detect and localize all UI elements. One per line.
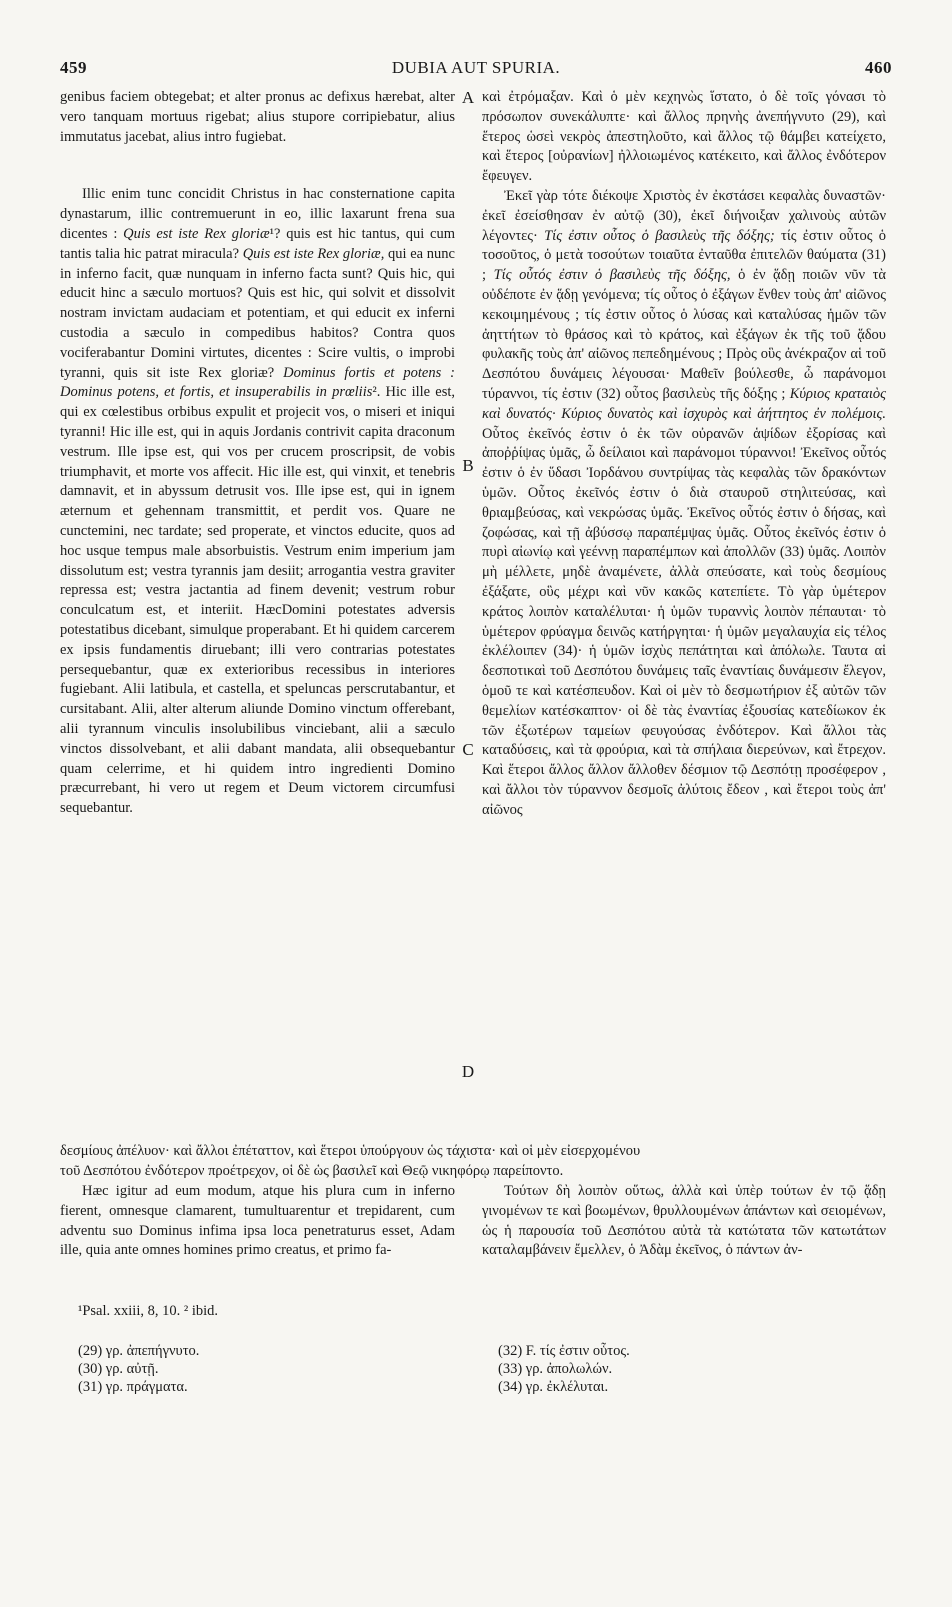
- left-page-number: 459: [60, 58, 87, 77]
- greek-paragraph-2: Ἐκεῖ γὰρ τότε διέκοψε Χριστὸς ἐν ἐκστάσει κεφαλὰς δυναστῶν· ἐκεῖ ἐσείσθησαν ἐν αὐτῷ (30), ἐκεῖ διήνοιξαν χαλινοὺς αὐτῶν λέγοντες· Τίς ἐστιν οὗτος ὁ βασιλεὺς τῆς δόξης; τίς ἐστιν οὗτος ὁ τοσοῦτος, ὁ μετὰ τοσούτων τοιαῦτα ἐνταῦθα ἐπιτελῶν θαύματα (31) ; Τίς οὗτός ἐστιν ὁ βασιλεὺς τῆς δόξης, ὁ ἐν ᾅδῃ ποιῶν νῦν τὰ οὐδέποτε ἐν ᾅδῃ γενόμενα; τίς οὗτος ὁ ἐξάγων ἔνθεν τοὺς ἀπ' αἰῶνος κεκοιμημένους ; τίς ἐστιν οὗτος ὁ λύσας καὶ καταλύσας ἡμῶν τῶν ἀηττήτων τὸ θράσος καὶ τὸ κράτος, καὶ ἐξάγων ἐκ τῆς τοῦ ᾅδου φυλακῆς τοὺς ἀπ' αἰῶνος πεπεδημένους ; Πρὸς οὓς ἀνέκραζον αἱ τοῦ Δεσπότου δυνάμεις λέγουσαι· Μαθεῖν βούλεσθε, ὦ παράνομοι τύραννοι, τίς ἐστιν (32) οὗτος βασιλεὺς τῆς δόξης ; Κύριος κραταιὸς καὶ δυνατός· Κύριος δυνατὸς καὶ ἰσχυρὸς καὶ ἀήττητος ἐν πολέμοις. Οὗτος ἐκεῖνός ἐστιν ὁ ἐκ τῶν οὐρανῶν ἁψίδων ἐξορίσας καὶ ἀποῤῥίψας ὑμᾶς, ὦ δείλαιοι καὶ παράνομοι τύραννοι! Ἐκεῖνος οὗτός ἐστιν ὁ ἐν ὕδασι Ἰορδάνου συντρίψας τὰς κεφαλὰς τῶν δρακόντων ὑμῶν. Οὗτος ἐκεῖνός ἐστιν ὁ διὰ σταυροῦ στηλιτεύσας, καὶ θριαμβεύσας, καὶ νεκρώσας ὑμᾶς. Ἐκεῖνος οὗτός ἐστιν ὁ δήσας, καὶ ζοφώσας, καὶ τῇ ἀβύσσῳ παραπέμψας ὑμᾶς. Οὗτος ἐκεῖνός ἐστιν ὁ πυρὶ αἰωνίῳ καὶ γεέννῃ παραπέμπων καὶ ἀπολλῶν (33) ὑμᾶς. Λοιπὸν μὴ μέλλετε, μηδὲ ἀναμένετε, ἀλλὰ σπεύσατε, καὶ τοὺς δεσμίους ἐξάξατε, οὓς μέχρι καὶ νῦν κακῶς κατεπίετε. Τὸ γὰρ ὑμέτερον κράτος λοιπὸν καταλέλυται· ἡ ὑμῶν τυραννὶς λοιπὸν πέπαυται· τὸ ὑμέτερον φρύαγμα δεινῶς κατήργηται· ἡ ὑμῶν μεγαλαυχία εἰς τέλος ἐκλέλοιπεν (34)· ἡ ὑμῶν ἰσχὺς πεπάτηται καὶ ἀπόλωλε. Ταυτα αἱ δεσποτικαὶ τοῦ Δεσπότου δυνάμεις ταῖς ἐναντίαις δυνάμεσιν ἔλεγον, ὁμοῦ τε καὶ κατέσπευδον. Καὶ οἱ μὲν τὸ δεσμωτήριον ἐξ αὐτῶν τῶν θεμελίων κατέσκαπτον· οἱ δὲ τὰς ἐναντίας ἐξουσίας κατεδίωκον ἐκ τῶν ἐξωτέρων ταμείων φευγούσας ἐνδότερον. Καὶ ἄλλοι τὰς καταδύσεις, καὶ τὰ φρούρια, καὶ τὰ σπήλαια διερεύνων, καὶ ἔτρεχον. Καὶ ἕτεροι ἄλλος ἄλλον ἄλλοθεν δέσμιον τῷ Δεσπότῃ προσέφερον , καὶ ἄλλοι τὸν τύραννον δεσμοῖς ἀλύτοις ἔδεον , καὶ ἕτεροι τοὺς ἀπ' αἰῶνος: [482, 187, 886, 818]
- marker-b: B: [462, 456, 474, 475]
- greek-closing-paragraph: Τούτων δὴ λοιπὸν οὕτως, ἀλλὰ καὶ ὑπὲρ τούτων ἐν τῷ ᾅδῃ γινομένων τε καὶ βοωμένων, θρυλλουμένων ἁπάντων καὶ σειομένων, ὡς ἡ παρουσία τοῦ Δεσπότου αὐτὰ τὰ κατώτατα τῶν κατωτάτων καταλαμβάνειν ἔμελλεν, ὁ Ἀδὰμ ἐκεῖνος, ὁ πάντων ἀν-: [482, 1183, 886, 1259]
- page-header: [60, 58, 892, 84]
- running-title: DUBIA AUT SPURIA.: [391, 58, 561, 77]
- variant-note: (34) γρ. ἐκλέλυται.: [498, 1379, 609, 1395]
- scripture-footnotes: ¹Psal. xxiii, 8, 10. ² ibid.: [78, 1303, 219, 1319]
- variant-note: (31) γρ. πράγματα.: [78, 1379, 188, 1395]
- marker-d: D: [461, 1062, 475, 1081]
- greek-column: [482, 88, 886, 1158]
- variant-note: (33) γρ. ἀπολωλών.: [498, 1361, 613, 1377]
- full-width-line-2: τοῦ Δεσπότου ἐνδότερον προέτρεχον, οἱ δὲ ὡς βασιλεῖ καὶ Θεῷ νικηφόρῳ παρείποντο.: [60, 1163, 564, 1179]
- right-page-number: 460: [865, 58, 892, 77]
- variant-notes-right: [498, 1342, 630, 1396]
- greek-paragraph-1: καὶ ἐτρόμαξαν. Καὶ ὁ μὲν κεχηνὼς ἵστατο, ὁ δὲ τοῖς γόνασι τὸ πρόσωπον συνεκάλυπτε· καὶ ἄλλος πρηνὴς ἀνεπήγνυτο (29), καὶ ἕτερος ὡσεὶ νεκρὸς ἀπεστηλοῦτο, καὶ ἄλλος τῷ θάμβει κατείχετο, καὶ ἕτερος [οὐρανίων] ἠλλοιωμένος κατέκειτο, καὶ ἄλλος ἐνδότερον ἔφευγεν.: [482, 89, 886, 185]
- marker-a: A: [461, 88, 475, 107]
- latin-paragraph-1: genibus faciem obtegebat; et alter pronus ac defixus hærebat, alter vero tanquam mortuus rigebat; alius stupore corripiebatur, alius immutatus jacebat, alius intro fugiebat.: [60, 89, 455, 145]
- variant-notes-left: [78, 1342, 199, 1396]
- full-width-line-1: δεσμίους ἀπέλυον· καὶ ἄλλοι ἐπέταττον, καὶ ἕτεροι ὑπούργουν ὡς τάχιστα· καὶ οἱ μὲν εἰσερχομένου: [60, 1143, 641, 1159]
- variant-note: (32) F. τίς ἐστιν οὗτος.: [498, 1343, 630, 1359]
- latin-closing-paragraph: Hæc igitur ad eum modum, atque his plura cum in inferno fierent, omnesque clamarent, tumultuarentur et trepidarent, cum adventu suo Dominus infima ipsa loca penetraturus esset, Adam ille, quia ante omnes homines primo creatus, et primo fa-: [60, 1183, 455, 1259]
- marker-c: C: [462, 740, 474, 759]
- variant-note: (29) γρ. ἀπεπήγνυτο.: [78, 1343, 200, 1359]
- latin-column: [60, 88, 455, 1158]
- latin-paragraph-2: Illic enim tunc concidit Christus in hac consternatione capita dynastarum, illic contremuerunt in eo, illic laxarunt frena sua dicentes : Quis est iste Rex gloriæ¹? quis est hic tantus, qui cum tantis talia hic patrat miracula? Quis est iste Rex gloriæ, qui ea nunc in inferno facit, quæ nunquam in inferno facta sunt? Quis hic, qui educit hinc a sæculo mortuos? Quis est hic, qui solvit et dissolvit nostram invictam audaciam et potentiam, et qui educit ex inferni custodia a sæculo in compedibus habitos? Contra quos vociferabantur Domini virtutes, dicentes : Scire vultis, o improbi tyranni, quis sit iste Rex gloriæ? Dominus fortis et potens : Dominus potens, et fortis, et insuperabilis in prœliis². Hic ille est, qui ex cœlestibus orbibus expulit et projecit vos, o miseri et iniqui tyranni! Hic ille est, qui in aquis Jordanis contrivit capita draconum vestrum. Ille ipse est, qui vos per crucem proscripsit, de vobis triumphavit, et morte vos affecit. Hic ille est, qui vinxit, et tenebris damnavit, et in abyssum detrusit vos. Ille ipse est, qui in ignem æternum et gehennam transmittit, et perdit vos. Quare ne cunctemini, nec tardate; sed properate, et vinctos educite, quos ad hoc usque tempus male absorbuistis. Vestrum enim imperium jam dissolutum est; vestra tyrannis jam desiit; arrogantia vestra graviter repressa est; vestra jactantia ad finem devenit; vestrum robur conculcatum est, et interiit. HæcDomini potestates adversis potestatibus dicebant, simulque properabant. Et hi quidem carcerem ex ipsis fundamentis diruebant; illi vero contrarias potestates persequebantur, quæ ex exterioribus recessibus in interiores fugiebant. Alii latibula, et castella, et speluncas perscrutabantur, et cursitabant. Alii, alter alterum aliunde Domino vinctum offerebant, alii tyrannum vinculis insolubilibus vinciebant, alii a sæculo vinctos dissolvebant, et alii dabant mandata, alii obsequebantur quam celerrime, et hi quidem intro ingredienti Domino præcurrebant, hi vero ut regem et Deum victorem circumfusi sequebantur.: [60, 186, 455, 817]
- variant-note: (30) γρ. αὐτῇ.: [78, 1361, 159, 1377]
